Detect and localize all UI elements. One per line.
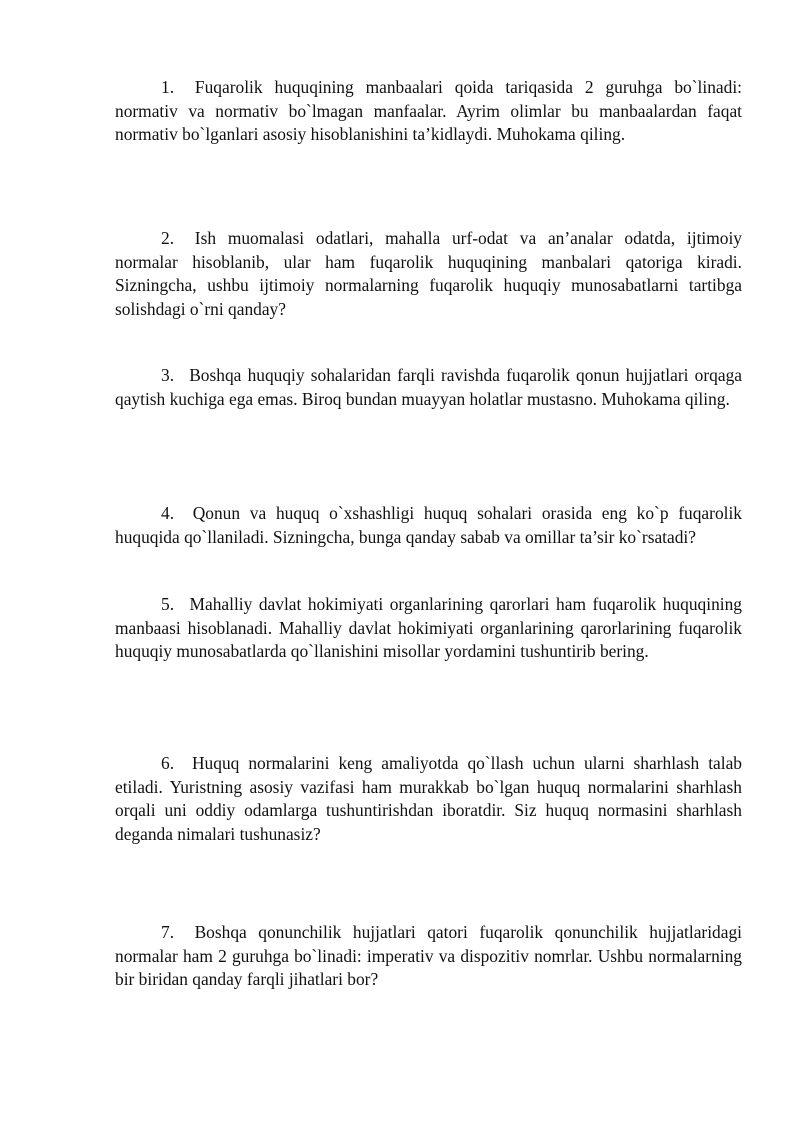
question-3-text: Boshqa huquqiy sohalaridan farqli ravishda fuqarolik qonun hujjatlari orqaga qaytish kuchiga ega emas. Biroq bundan muayyan holatlar mustasno. Muhokama qiling. xyxy=(115,365,742,409)
question-2 xyxy=(115,227,742,321)
question-5-text: Mahalliy davlat hokimiyati organlarining qarorlari ham fuqarolik huquqining manbaasi hisoblanadi. Mahalliy davlat hokimiyati organlarining qarorlarining fuqarolik huquqiy munosabatlarda qo`llanishini misollar yordamini tushuntirib bering. xyxy=(115,594,742,661)
question-1-text: Fuqarolik huquqining manbaalari qoida tariqasida 2 guruhga bo`linadi: normativ va normativ bo`lmagan manfaalar. Ayrim olimlar bu manbaalardan faqat normativ bo`lganlari asosiy hisoblanishini ta’kidlaydi. Muhokama qiling. xyxy=(115,77,742,144)
question-6-number: 6. xyxy=(161,753,175,773)
question-2-text: Ish muomalasi odatlari, mahalla urf-odat va an’analar odatda, ijtimoiy normalar hisoblanib, ular ham fuqarolik huquqining manbalari qatoriga kiradi. Sizningcha, ushbu ijtimoiy normalarning fuqarolik huquqiy munosabatlarni tartibga solishdagi o`rni qanday? xyxy=(115,228,742,319)
question-7-text: Boshqa qonunchilik hujjatlari qatori fuqarolik qonunchilik hujjatlaridagi normalar ham 2 guruhga bo`linadi: imperativ va dispozitiv nomrlar. Ushbu normalarning bir biridan qanday farqli jihatlari bor? xyxy=(115,922,742,989)
question-6 xyxy=(115,752,742,846)
question-2-number: 2. xyxy=(161,228,175,248)
question-7 xyxy=(115,921,742,992)
question-5 xyxy=(115,593,742,664)
question-4-text: Qonun va huquq o`xshashligi huquq sohalari orasida eng ko`p fuqarolik huquqida qo`llaniladi. Sizningcha, bunga qanday sabab va omillar ta’sir ko`rsatadi? xyxy=(115,503,742,547)
question-6-text: Huquq normalarini keng amaliyotda qo`llash uchun ularni sharhlash talab etiladi. Yuristning asosiy vazifasi ham murakkab bo`lgan huquq normalarini sharhlash orqali uni oddiy odamlarga tushuntirishdan iboratdir. Siz huquq normasini sharhlash deganda nimalari tushunasiz? xyxy=(115,753,742,844)
question-1 xyxy=(115,76,742,147)
question-4 xyxy=(115,502,742,549)
question-3-number: 3. xyxy=(161,365,175,385)
question-3 xyxy=(115,364,742,411)
question-4-number: 4. xyxy=(161,503,175,523)
question-7-number: 7. xyxy=(161,922,175,942)
question-5-number: 5. xyxy=(161,594,175,614)
question-1-number: 1. xyxy=(161,77,175,97)
